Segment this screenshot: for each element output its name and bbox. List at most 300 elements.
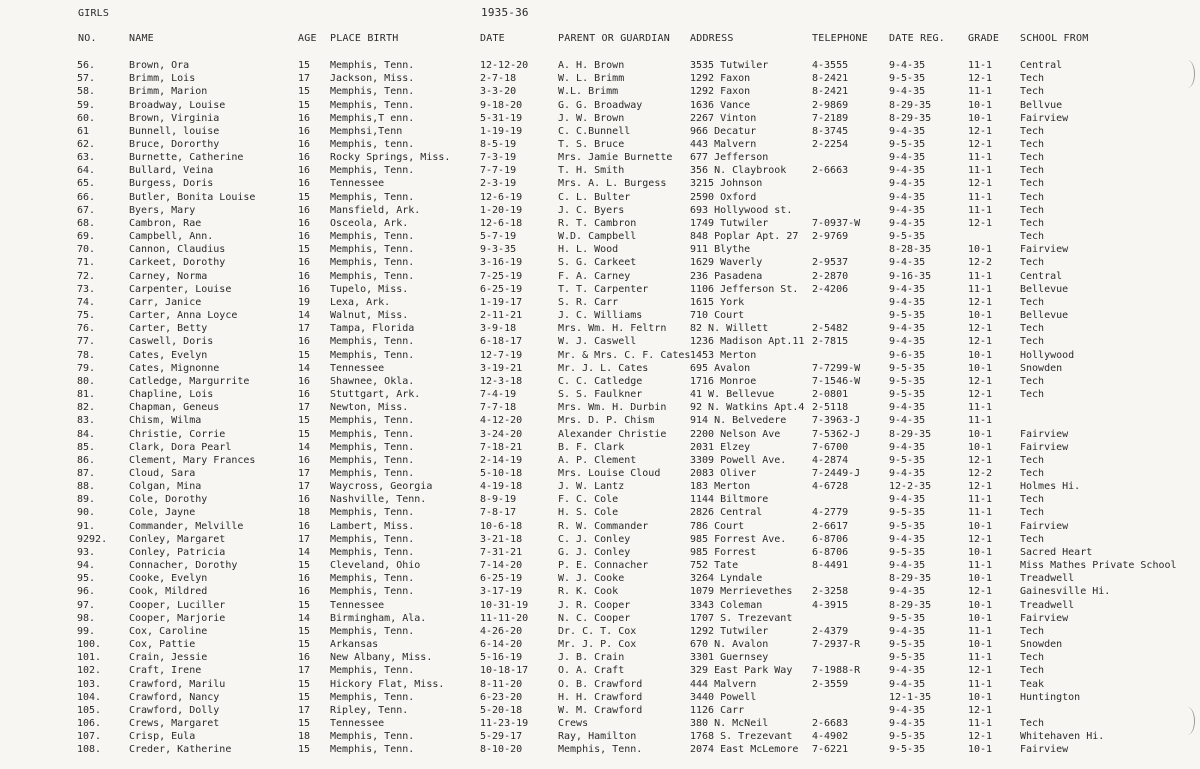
school-from: Treadwell	[1020, 599, 1075, 611]
birth-date: 11-11-20	[480, 612, 529, 624]
age: 16	[298, 454, 311, 466]
col-header-date: DATE	[480, 33, 505, 44]
address: 236 Pasadena	[690, 270, 763, 282]
table-row	[0, 85, 1200, 98]
row-number: 73.	[77, 283, 96, 295]
parent-guardian: R. W. Commander	[558, 520, 649, 532]
school-from: Tech	[1020, 323, 1045, 335]
parent-guardian: W. J. Caswell	[558, 336, 637, 348]
place-of-birth: Arkansas	[330, 639, 379, 650]
place-of-birth: Memphis,T enn.	[330, 112, 415, 124]
place-of-birth: Memphis, Tenn.	[330, 454, 415, 466]
col-header-address: ADDRESS	[690, 33, 734, 44]
student-name: Carkeet, Dorothy	[129, 257, 226, 269]
student-name: Carter, Anna Loyce	[129, 310, 238, 321]
telephone: 8-4491	[812, 560, 849, 572]
date-registered: 9-5-35	[889, 73, 926, 85]
row-number: 102.	[77, 665, 102, 677]
student-name: Burgess, Doris	[129, 178, 214, 190]
grade: 12-1	[968, 704, 993, 716]
row-number: 78.	[77, 349, 96, 361]
telephone: 8-3745	[812, 125, 849, 137]
date-registered: 9-4-35	[889, 152, 926, 164]
table-row	[0, 375, 1200, 388]
date-registered: 9-4-35	[889, 296, 926, 308]
birth-date: 9-3-35	[480, 244, 517, 256]
binder-hole-mark	[1180, 60, 1195, 88]
telephone: 4-4902	[812, 731, 849, 743]
age: 17	[298, 481, 311, 493]
parent-guardian: H. H. Crawford	[558, 691, 643, 703]
parent-guardian: Mr. J. P. Cox	[558, 639, 637, 650]
birth-date: 2-3-19	[480, 178, 517, 190]
parent-guardian: G. J. Conley	[558, 546, 631, 558]
date-registered: 9-4-35	[889, 283, 926, 295]
date-registered: 9-4-35	[889, 402, 926, 414]
row-number: 71.	[77, 257, 96, 269]
place-of-birth: Memphis, Tenn.	[330, 468, 415, 479]
address: 966 Decatur	[690, 125, 757, 137]
birth-date: 5-29-17	[480, 731, 523, 743]
telephone: 2-0801	[812, 389, 849, 400]
parent-guardian: G. G. Broadway	[558, 99, 643, 111]
address: 92 N. Watkins Apt.4	[690, 402, 805, 414]
date-registered: 9-4-35	[889, 257, 926, 269]
address: 911 Blythe	[690, 244, 751, 256]
student-name: Crisp, Eula	[129, 731, 196, 743]
student-name: Crawford, Marilu	[129, 678, 226, 690]
parent-guardian: J. B. Crain	[558, 652, 625, 664]
parent-guardian: C. C.Bunnell	[558, 125, 631, 137]
parent-guardian: B. F. Clark	[558, 441, 625, 453]
student-name: Cooper, Luciller	[129, 599, 226, 611]
student-name: Bunnell, louise	[129, 125, 220, 137]
row-number: 88.	[77, 481, 96, 493]
age: 16	[298, 125, 311, 137]
place-of-birth: Osceola, Ark.	[330, 217, 409, 229]
date-registered: 9-5-35	[889, 454, 926, 466]
col-header-telephone: TELEPHONE	[812, 33, 868, 44]
school-from: Tech	[1020, 204, 1045, 216]
school-from: Tech	[1020, 165, 1045, 177]
row-number: 64.	[77, 165, 96, 177]
telephone: 2-4379	[812, 625, 849, 637]
address: 2200 Nelson Ave	[690, 428, 781, 440]
address: 3301 Guernsey	[690, 652, 769, 664]
date-registered: 12-2-35	[889, 481, 932, 493]
table-row	[0, 651, 1200, 664]
age: 15	[298, 718, 311, 729]
date-registered: 9-5-35	[889, 139, 926, 150]
row-number: 66.	[77, 191, 96, 203]
col-header-name: NAME	[129, 33, 154, 44]
grade: 10-1	[968, 310, 993, 321]
col-header-age: AGE	[298, 33, 317, 44]
student-name: Catledge, Margurrite	[129, 375, 250, 387]
place-of-birth: Memphis, Tenn.	[330, 257, 415, 269]
age: 17	[298, 402, 311, 414]
place-of-birth: Nashville, Tenn.	[330, 494, 427, 506]
age: 16	[298, 586, 311, 598]
grade: 12-1	[968, 731, 993, 743]
date-registered: 9-4-35	[889, 60, 926, 71]
birth-date: 2-11-21	[480, 310, 523, 321]
student-name: Cannon, Claudius	[129, 244, 226, 256]
row-number: 100.	[77, 639, 102, 650]
school-from: Tech	[1020, 191, 1045, 203]
place-of-birth: Memphis, Tenn.	[330, 441, 415, 453]
birth-date: 5-20-18	[480, 704, 523, 716]
telephone: 4-3915	[812, 599, 849, 611]
school-from: Tech	[1020, 231, 1045, 243]
telephone: 4-3555	[812, 60, 849, 71]
birth-date: 8-9-19	[480, 494, 517, 506]
address: 3264 Lyndale	[690, 573, 763, 585]
parent-guardian: A. H. Brown	[558, 60, 625, 71]
row-number: 56.	[77, 60, 96, 71]
birth-date: 7-25-19	[480, 270, 523, 282]
row-number: 89.	[77, 494, 96, 506]
table-row	[0, 283, 1200, 296]
table-row	[0, 138, 1200, 151]
parent-guardian: H. L. Wood	[558, 244, 619, 256]
school-from: Teak	[1020, 678, 1045, 690]
telephone: 7-2937-R	[812, 639, 861, 650]
grade: 11-1	[968, 678, 993, 690]
birth-date: 10-18-17	[480, 665, 529, 677]
telephone: 2-5118	[812, 402, 849, 414]
place-of-birth: Tennessee	[330, 178, 385, 190]
student-name: Cole, Dorothy	[129, 494, 208, 506]
telephone: 4-2779	[812, 507, 849, 519]
age: 14	[298, 612, 311, 624]
place-of-birth: Tennessee	[330, 599, 385, 611]
grade: 12-1	[968, 665, 993, 677]
birth-date: 1-19-19	[480, 125, 523, 137]
parent-guardian: Mrs. Jamie Burnette	[558, 152, 673, 164]
parent-guardian: T. T. Carpenter	[558, 283, 649, 295]
school-from: Snowden	[1020, 639, 1063, 650]
date-registered: 12-1-35	[889, 691, 932, 703]
col-header-grade: GRADE	[968, 33, 1000, 44]
school-from: Whitehaven Hi.	[1020, 731, 1105, 743]
telephone: 2-3258	[812, 586, 849, 598]
age: 16	[298, 165, 311, 177]
row-number: 65.	[77, 178, 96, 190]
address: 1106 Jefferson St.	[690, 283, 799, 295]
student-name: Butler, Bonita Louise	[129, 191, 256, 203]
age: 16	[298, 152, 311, 164]
school-from: Tech	[1020, 139, 1045, 150]
date-registered: 8-29-35	[889, 428, 932, 440]
telephone: 2-9769	[812, 231, 849, 243]
row-number: 90.	[77, 507, 96, 519]
student-name: Cox, Caroline	[129, 625, 208, 637]
date-registered: 9-5-35	[889, 652, 926, 664]
row-number: 60.	[77, 112, 96, 124]
parent-guardian: F. A. Carney	[558, 270, 631, 282]
date-registered: 9-5-35	[889, 612, 926, 624]
age: 17	[298, 468, 311, 479]
birth-date: 7-14-20	[480, 560, 523, 572]
school-from: Gainesville Hi.	[1020, 586, 1111, 598]
table-row	[0, 99, 1200, 112]
age: 16	[298, 270, 311, 282]
place-of-birth: Memphis, Tenn.	[330, 415, 415, 427]
school-from: Tech	[1020, 718, 1045, 729]
place-of-birth: Memphis, Tenn.	[330, 244, 415, 256]
age: 15	[298, 625, 311, 637]
parent-guardian: Mrs. Wm. H. Feltrn	[558, 323, 667, 335]
row-number: 106.	[77, 718, 102, 729]
birth-date: 12-12-20	[480, 60, 529, 71]
place-of-birth: Memphis, Tenn.	[330, 625, 415, 637]
col-header-school-from: SCHOOL FROM	[1020, 33, 1089, 44]
student-name: Conley, Margaret	[129, 533, 226, 545]
table-row	[0, 191, 1200, 204]
school-from: Tech	[1020, 336, 1045, 348]
place-of-birth: Memphis, Tenn.	[330, 86, 415, 98]
school-from: Tech	[1020, 296, 1045, 308]
row-number: 62.	[77, 139, 96, 150]
age: 16	[298, 231, 311, 243]
age: 14	[298, 362, 311, 374]
address: 848 Poplar Apt. 27	[690, 231, 799, 243]
place-of-birth: Tupelo, Miss.	[330, 283, 409, 295]
row-number: 103.	[77, 678, 102, 690]
table-row	[0, 664, 1200, 677]
grade: 11-1	[968, 152, 993, 164]
table-row	[0, 388, 1200, 401]
table-row	[0, 125, 1200, 138]
address: 329 East Park Way	[690, 665, 793, 677]
date-registered: 9-4-35	[889, 125, 926, 137]
place-of-birth: Mansfield, Ark.	[330, 204, 421, 216]
telephone: 4-2874	[812, 454, 849, 466]
parent-guardian: J. W. Lantz	[558, 481, 625, 493]
school-from: Bellevue	[1020, 310, 1069, 321]
row-number: 63.	[77, 152, 96, 164]
grade: 10-1	[968, 691, 993, 703]
row-number: 94.	[77, 560, 96, 572]
birth-date: 12-6-18	[480, 217, 523, 229]
table-row	[0, 691, 1200, 704]
grade: 11-1	[968, 283, 993, 295]
row-number: 82.	[77, 402, 96, 414]
date-registered: 9-6-35	[889, 349, 926, 361]
grade: 11-1	[968, 86, 993, 98]
student-name: Campbell, Ann.	[129, 231, 214, 243]
place-of-birth: Lexa, Ark.	[330, 296, 391, 308]
parent-guardian: R. K. Cook	[558, 586, 619, 598]
address: 1707 S. Trezevant	[690, 612, 793, 624]
address: 2826 Central	[690, 507, 763, 519]
age: 15	[298, 415, 311, 427]
col-header-date-reg: DATE REG.	[889, 33, 945, 44]
birth-date: 6-23-20	[480, 691, 523, 703]
school-from: Treadwell	[1020, 573, 1075, 585]
grade: 11-1	[968, 191, 993, 203]
telephone: 2-6617	[812, 520, 849, 532]
student-name: Cooper, Marjorie	[129, 612, 226, 624]
parent-guardian: J. R. Cooper	[558, 599, 631, 611]
student-name: Brimm, Lois	[129, 73, 196, 85]
age: 15	[298, 99, 311, 111]
parent-guardian: T. H. Smith	[558, 165, 625, 177]
school-from: Tech	[1020, 86, 1045, 98]
birth-date: 11-23-19	[480, 718, 529, 729]
age: 15	[298, 191, 311, 203]
table-row	[0, 243, 1200, 256]
student-name: Cole, Jayne	[129, 507, 196, 519]
table-row	[0, 743, 1200, 756]
school-year: 1935-36	[481, 6, 529, 19]
grade: 12-1	[968, 323, 993, 335]
age: 16	[298, 336, 311, 348]
date-registered: 9-4-35	[889, 494, 926, 506]
grade: 10-1	[968, 599, 993, 611]
student-name: Cambron, Rae	[129, 217, 202, 229]
place-of-birth: Memphis, Tenn.	[330, 428, 415, 440]
row-number: 85.	[77, 441, 96, 453]
school-from: Tech	[1020, 468, 1045, 479]
date-registered: 9-5-35	[889, 375, 926, 387]
grade: 11-1	[968, 560, 993, 572]
telephone: 7-1988-R	[812, 665, 861, 677]
date-registered: 9-5-35	[889, 546, 926, 558]
school-from: Fairview	[1020, 112, 1069, 124]
age: 16	[298, 204, 311, 216]
row-number: 57.	[77, 73, 96, 85]
student-name: Cloud, Sara	[129, 468, 196, 479]
address: 2083 Oliver	[690, 468, 757, 479]
row-number: 87.	[77, 468, 96, 479]
address: 914 N. Belvedere	[690, 415, 787, 427]
student-name: Cooke, Evelyn	[129, 573, 208, 585]
table-row	[0, 585, 1200, 598]
table-row	[0, 625, 1200, 638]
row-number: 84.	[77, 428, 96, 440]
place-of-birth: Memphis, Tenn.	[330, 231, 415, 243]
school-from: Central	[1020, 60, 1063, 71]
student-name: Crawford, Dolly	[129, 704, 220, 716]
address: 1615 York	[690, 296, 745, 308]
age: 15	[298, 744, 311, 756]
school-from: Central	[1020, 270, 1063, 282]
row-number: 9292.	[77, 533, 108, 545]
address: 3343 Coleman	[690, 599, 763, 611]
grade: 12-1	[968, 73, 993, 85]
school-from: Tech	[1020, 178, 1045, 190]
telephone: 2-6683	[812, 718, 849, 729]
birth-date: 5-16-19	[480, 652, 523, 664]
parent-guardian: C. L. Bulter	[558, 191, 631, 203]
student-name: Crawford, Nancy	[129, 691, 220, 703]
address: 183 Merton	[690, 481, 751, 493]
birth-date: 7-3-19	[480, 152, 517, 164]
date-registered: 9-4-35	[889, 323, 926, 335]
student-name: Christie, Corrie	[129, 428, 226, 440]
student-name: Cates, Mignonne	[129, 362, 220, 374]
telephone: 6-8706	[812, 533, 849, 545]
address: 3309 Powell Ave.	[690, 454, 787, 466]
table-row	[0, 533, 1200, 546]
place-of-birth: Memphis, Tenn.	[330, 165, 415, 177]
date-registered: 8-29-35	[889, 112, 932, 124]
address: 443 Malvern	[690, 139, 757, 150]
grade: 10-1	[968, 573, 993, 585]
table-row	[0, 296, 1200, 309]
parent-guardian: Mrs. D. P. Chism	[558, 415, 655, 427]
table-row	[0, 572, 1200, 585]
address: 2590 Oxford	[690, 191, 757, 203]
parent-guardian: J. C. Williams	[558, 310, 643, 321]
date-registered: 9-4-35	[889, 625, 926, 637]
table-row	[0, 428, 1200, 441]
address: 2074 East McLemore	[690, 744, 799, 756]
binder-hole-mark	[1180, 707, 1195, 735]
date-registered: 9-5-35	[889, 731, 926, 743]
address: 677 Jefferson	[690, 152, 769, 164]
date-registered: 8-29-35	[889, 573, 932, 585]
table-row	[0, 441, 1200, 454]
place-of-birth: Memphis, Tenn.	[330, 586, 415, 598]
telephone: 7-6221	[812, 744, 849, 756]
table-row	[0, 467, 1200, 480]
grade: 10-1	[968, 244, 993, 256]
date-registered: 9-4-35	[889, 678, 926, 690]
school-from: Tech	[1020, 375, 1045, 387]
student-name: Commander, Melville	[129, 520, 244, 532]
address: 3440 Powell	[690, 691, 757, 703]
school-from: Tech	[1020, 507, 1045, 519]
student-name: Caswell, Doris	[129, 336, 214, 348]
parent-guardian: W. M. Crawford	[558, 704, 643, 716]
telephone: 2-2870	[812, 270, 849, 282]
school-from: Snowden	[1020, 362, 1063, 374]
grade: 12-1	[968, 178, 993, 190]
age: 16	[298, 520, 311, 532]
place-of-birth: Shawnee, Okla.	[330, 375, 415, 387]
date-registered: 9-4-35	[889, 718, 926, 729]
row-number: 81.	[77, 389, 96, 400]
col-header-place-birth: PLACE BIRTH	[330, 33, 399, 44]
telephone: 8-2421	[812, 86, 849, 98]
date-registered: 9-4-35	[889, 204, 926, 216]
col-header-no: NO.	[78, 33, 97, 44]
telephone: 2-9537	[812, 257, 849, 269]
school-from: Bellvue	[1020, 99, 1063, 111]
address: 2267 Vinton	[690, 112, 757, 124]
birth-date: 10-6-18	[480, 520, 523, 532]
age: 18	[298, 731, 311, 743]
parent-guardian: W. J. Cooke	[558, 573, 625, 585]
place-of-birth: Walnut, Miss.	[330, 310, 409, 321]
grade: 11-1	[968, 652, 993, 664]
place-of-birth: Memphis, Tenn.	[330, 546, 415, 558]
grade: 11-1	[968, 204, 993, 216]
row-number: 75.	[77, 310, 96, 321]
birth-date: 6-14-20	[480, 639, 523, 650]
student-name: Brown, Virginia	[129, 112, 220, 124]
age: 16	[298, 389, 311, 400]
table-row	[0, 520, 1200, 533]
school-from: Miss Mathes Private School	[1020, 560, 1177, 572]
birth-date: 3-9-18	[480, 323, 517, 335]
age: 17	[298, 665, 311, 677]
age: 16	[298, 112, 311, 124]
row-number: 91.	[77, 520, 96, 532]
